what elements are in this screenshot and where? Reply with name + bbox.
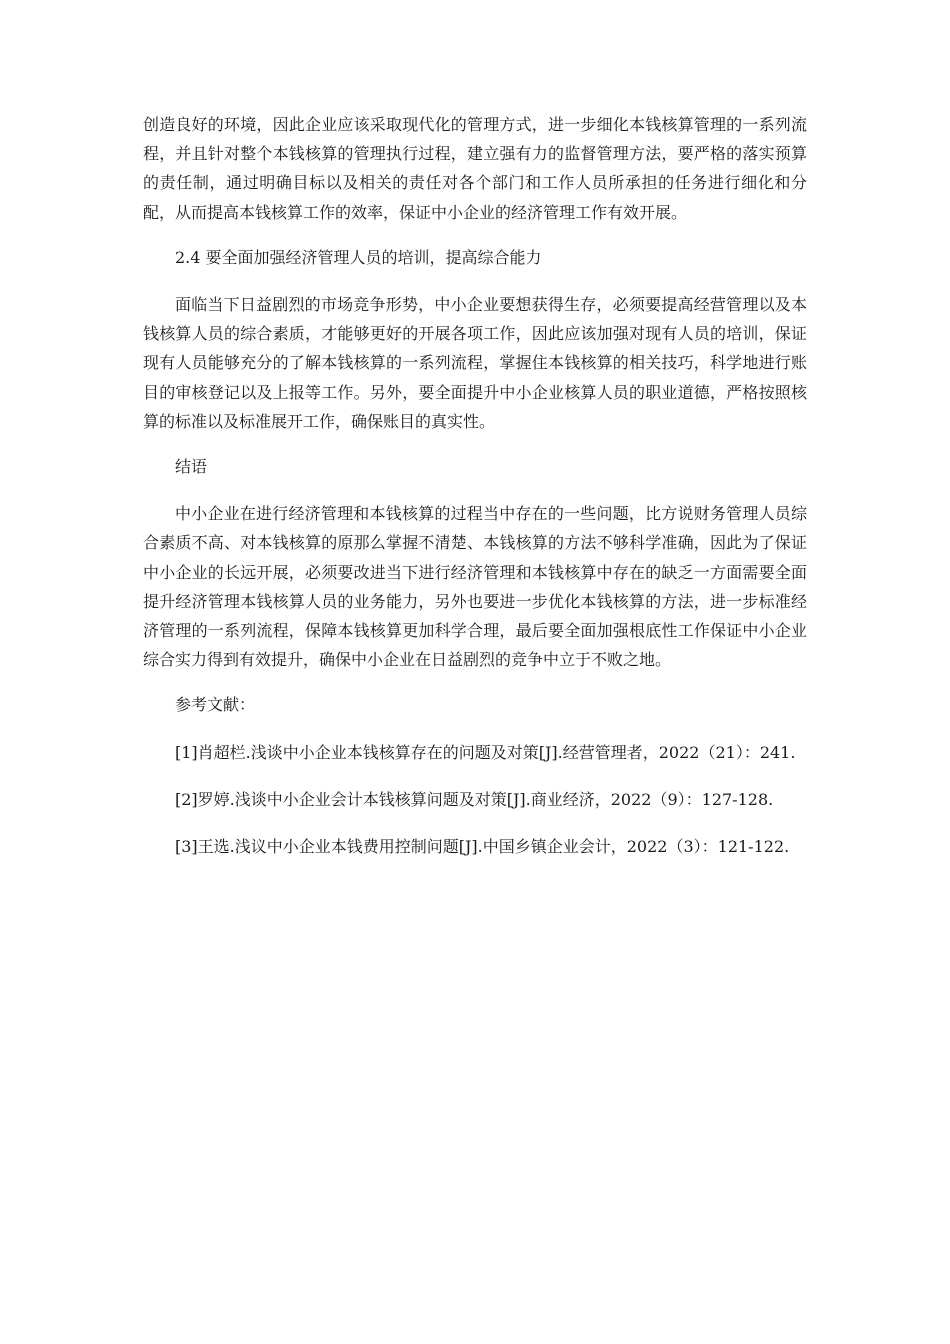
reference-item: [3]王选.浅议中小企业本钱费用控制问题[J].中国乡镇企业会计，2022（3）：121-122. [175, 837, 790, 857]
document-page [143, 110, 807, 861]
body-paragraph-conclusion: 中小企业在进行经济管理和本钱核算的过程当中存在的一些问题，比方说财务管理人员综合素质不高、对本钱核算的原那么掌握不清楚、本钱核算的方法不够科学准确，因此为了保证中小企业的长远开展，必须要改进当下进行经济管理和本钱核算中存在的缺乏一方面需要全面提升经济管理本钱核算人员的业务能力，另外也要进一步优化本钱核算的方法，进一步标准经济管理的一系列流程，保障本钱核算更加科学合理，最后要全面加强根底性工作保证中小企业综合实力得到有效提升，确保中小企业在日益剧烈的竞争中立于不败之地。 [143, 504, 807, 670]
reference-item: [2]罗婷.浅谈中小企业会计本钱核算问题及对策[J].商业经济，2022（9）：127-128. [175, 789, 774, 809]
section-heading-2-4: 2.4 要全面加强经济管理人员的培训，提高综合能力 [175, 247, 542, 267]
body-paragraph-training: 面临当下日益剧烈的市场竞争形势，中小企业要想获得生存，必须要提高经营管理以及本钱核算人员的综合素质，才能够更好的开展各项工作，因此应该加强对现有人员的培训，保证现有人员能够充分的了解本钱核算的一系列流程，掌握住本钱核算的相关技巧，科学地进行账目的审核登记以及上报等工作。另外，要全面提升中小企业核算人员的职业道德，严格按照核算的标准以及标准展开工作，确保账目的真实性。 [143, 295, 807, 431]
references-heading: 参考文献： [175, 695, 256, 715]
conclusion-heading: 结语 [175, 457, 208, 477]
reference-item: [1]肖超栏.浅谈中小企业本钱核算存在的问题及对策[J].经营管理者，2022（21）：241. [175, 742, 796, 762]
body-paragraph-continued: 创造良好的环境，因此企业应该采取现代化的管理方式，进一步细化本钱核算管理的一系列流程，并且针对整个本钱核算的管理执行过程，建立强有力的监督管理方法，要严格的落实预算的责任制，通过明确目标以及相关的责任对各个部门和工作人员所承担的任务进行细化和分配，从而提高本钱核算工作的效率，保证中小企业的经济管理工作有效开展。 [143, 115, 807, 222]
